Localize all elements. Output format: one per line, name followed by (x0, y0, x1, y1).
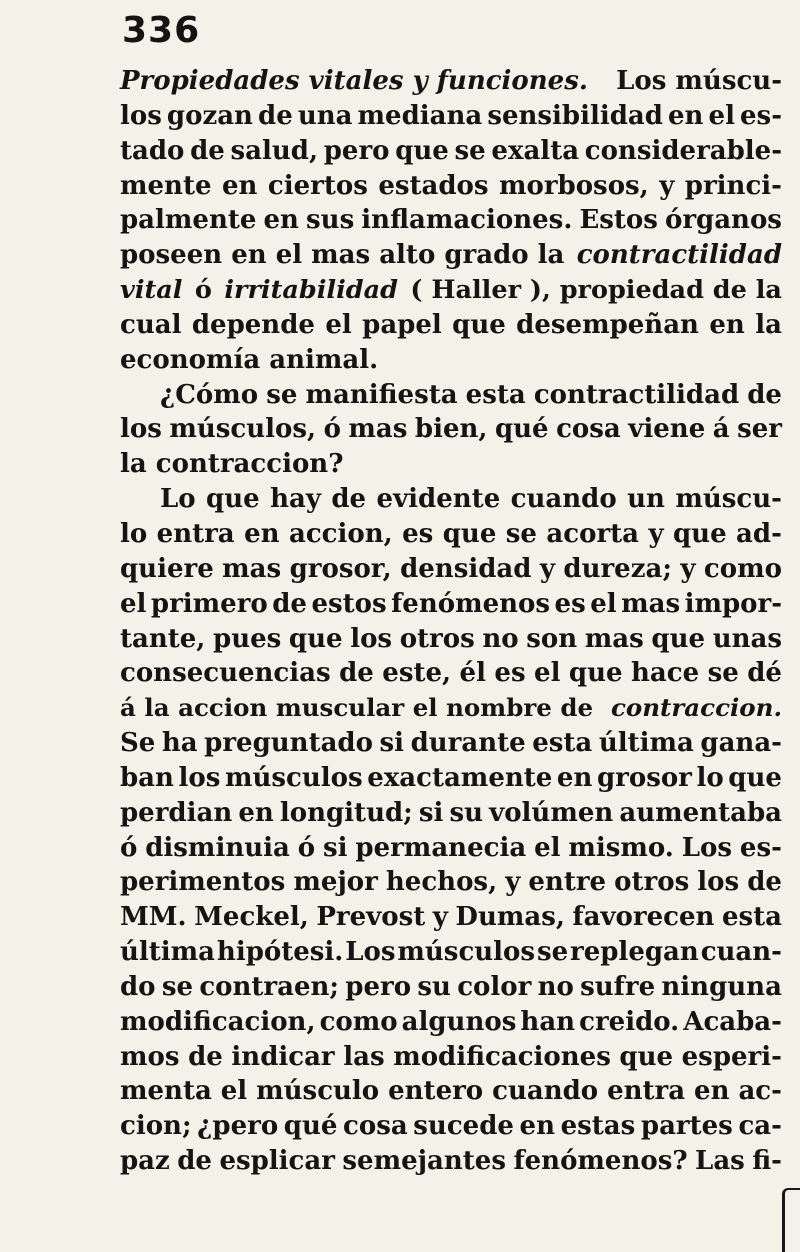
text-line: Propiedades vitales y funciones. Los múscu- (120, 64, 782, 99)
text-line: el primero de estos fenómenos es el mas impor- (120, 588, 782, 619)
text-line: Lo que hay de evidente cuando un múscu- (160, 484, 782, 515)
text-line: modificacion, como algunos han creido. Acaba- (120, 1006, 782, 1037)
text-line: la contraccion? (120, 449, 344, 480)
text-line: á la accion muscular el nombre de contraccion. (120, 691, 782, 726)
text-line: ban los músculos exactamente en grosor lo que (120, 762, 782, 793)
italic-term: vital (120, 275, 183, 306)
text-line: menta el músculo entero cuando entra en ac- (120, 1076, 782, 1107)
text-line: lo entra en accion, es que se acorta y que ad- (120, 518, 782, 549)
text-line: poseen en el mas alto grado la contractilidad (120, 238, 782, 273)
text-line: quiere mas grosor, densidad y dureza; y como (120, 553, 782, 584)
text-line: perimentos mejor hechos, y entre otros los de (120, 867, 782, 898)
text-line: ó disminuia ó si permanecia el mismo. Los es- (120, 832, 782, 863)
body-text (120, 64, 782, 1179)
italic-term: irritabilidad (224, 275, 398, 306)
page-number: 336 (122, 10, 201, 51)
text-line: MM. Meckel, Prevost y Dumas, favorecen esta (120, 902, 782, 933)
text-line: los músculos, ó mas bien, qué cosa viene á ser (120, 414, 782, 445)
text-line: tado de salud, pero que se exalta considerable- (120, 135, 782, 166)
text-line: ¿Cómo se manifiesta esta contractilidad de (160, 379, 782, 410)
text-line: consecuencias de este, él es el que hace se dé (120, 658, 782, 689)
text-line: mos de indicar las modificaciones que esperi- (120, 1041, 782, 1072)
italic-term: contractilidad (576, 240, 782, 271)
italic-term: contraccion. (610, 693, 782, 723)
text-line: Se ha preguntado si durante esta última gana- (120, 728, 782, 759)
text-line: vital ó irritabilidad ( Haller ), propiedad de la (120, 273, 782, 308)
text-line: mente en ciertos estados morbosos, y princi- (120, 170, 782, 201)
text-line: perdian en longitud; si su volúmen aumentaba (120, 797, 782, 828)
text-line: paz de esplicar semejantes fenómenos? Las fi- (120, 1146, 782, 1177)
text-line: cion; ¿pero qué cosa sucede en estas partes ca- (120, 1111, 782, 1142)
section-heading: Propiedades vitales y funciones. (120, 66, 588, 96)
text-line: tante, pues que los otros no son mas que unas (120, 623, 782, 654)
text-line: los gozan de una mediana sensibilidad en el es- (120, 100, 782, 131)
page-edge-mark (782, 1188, 800, 1252)
text-line: economía animal. (120, 344, 379, 375)
text-line: palmente en sus inflamaciones. Estos órganos (120, 205, 782, 236)
text-line: cual depende el papel que desempeñan en la (120, 309, 782, 340)
text-line: última hipótesi. Los músculos se replegan cuan- (120, 937, 782, 968)
text-line: do se contraen; pero su color no sufre ninguna (120, 971, 782, 1002)
